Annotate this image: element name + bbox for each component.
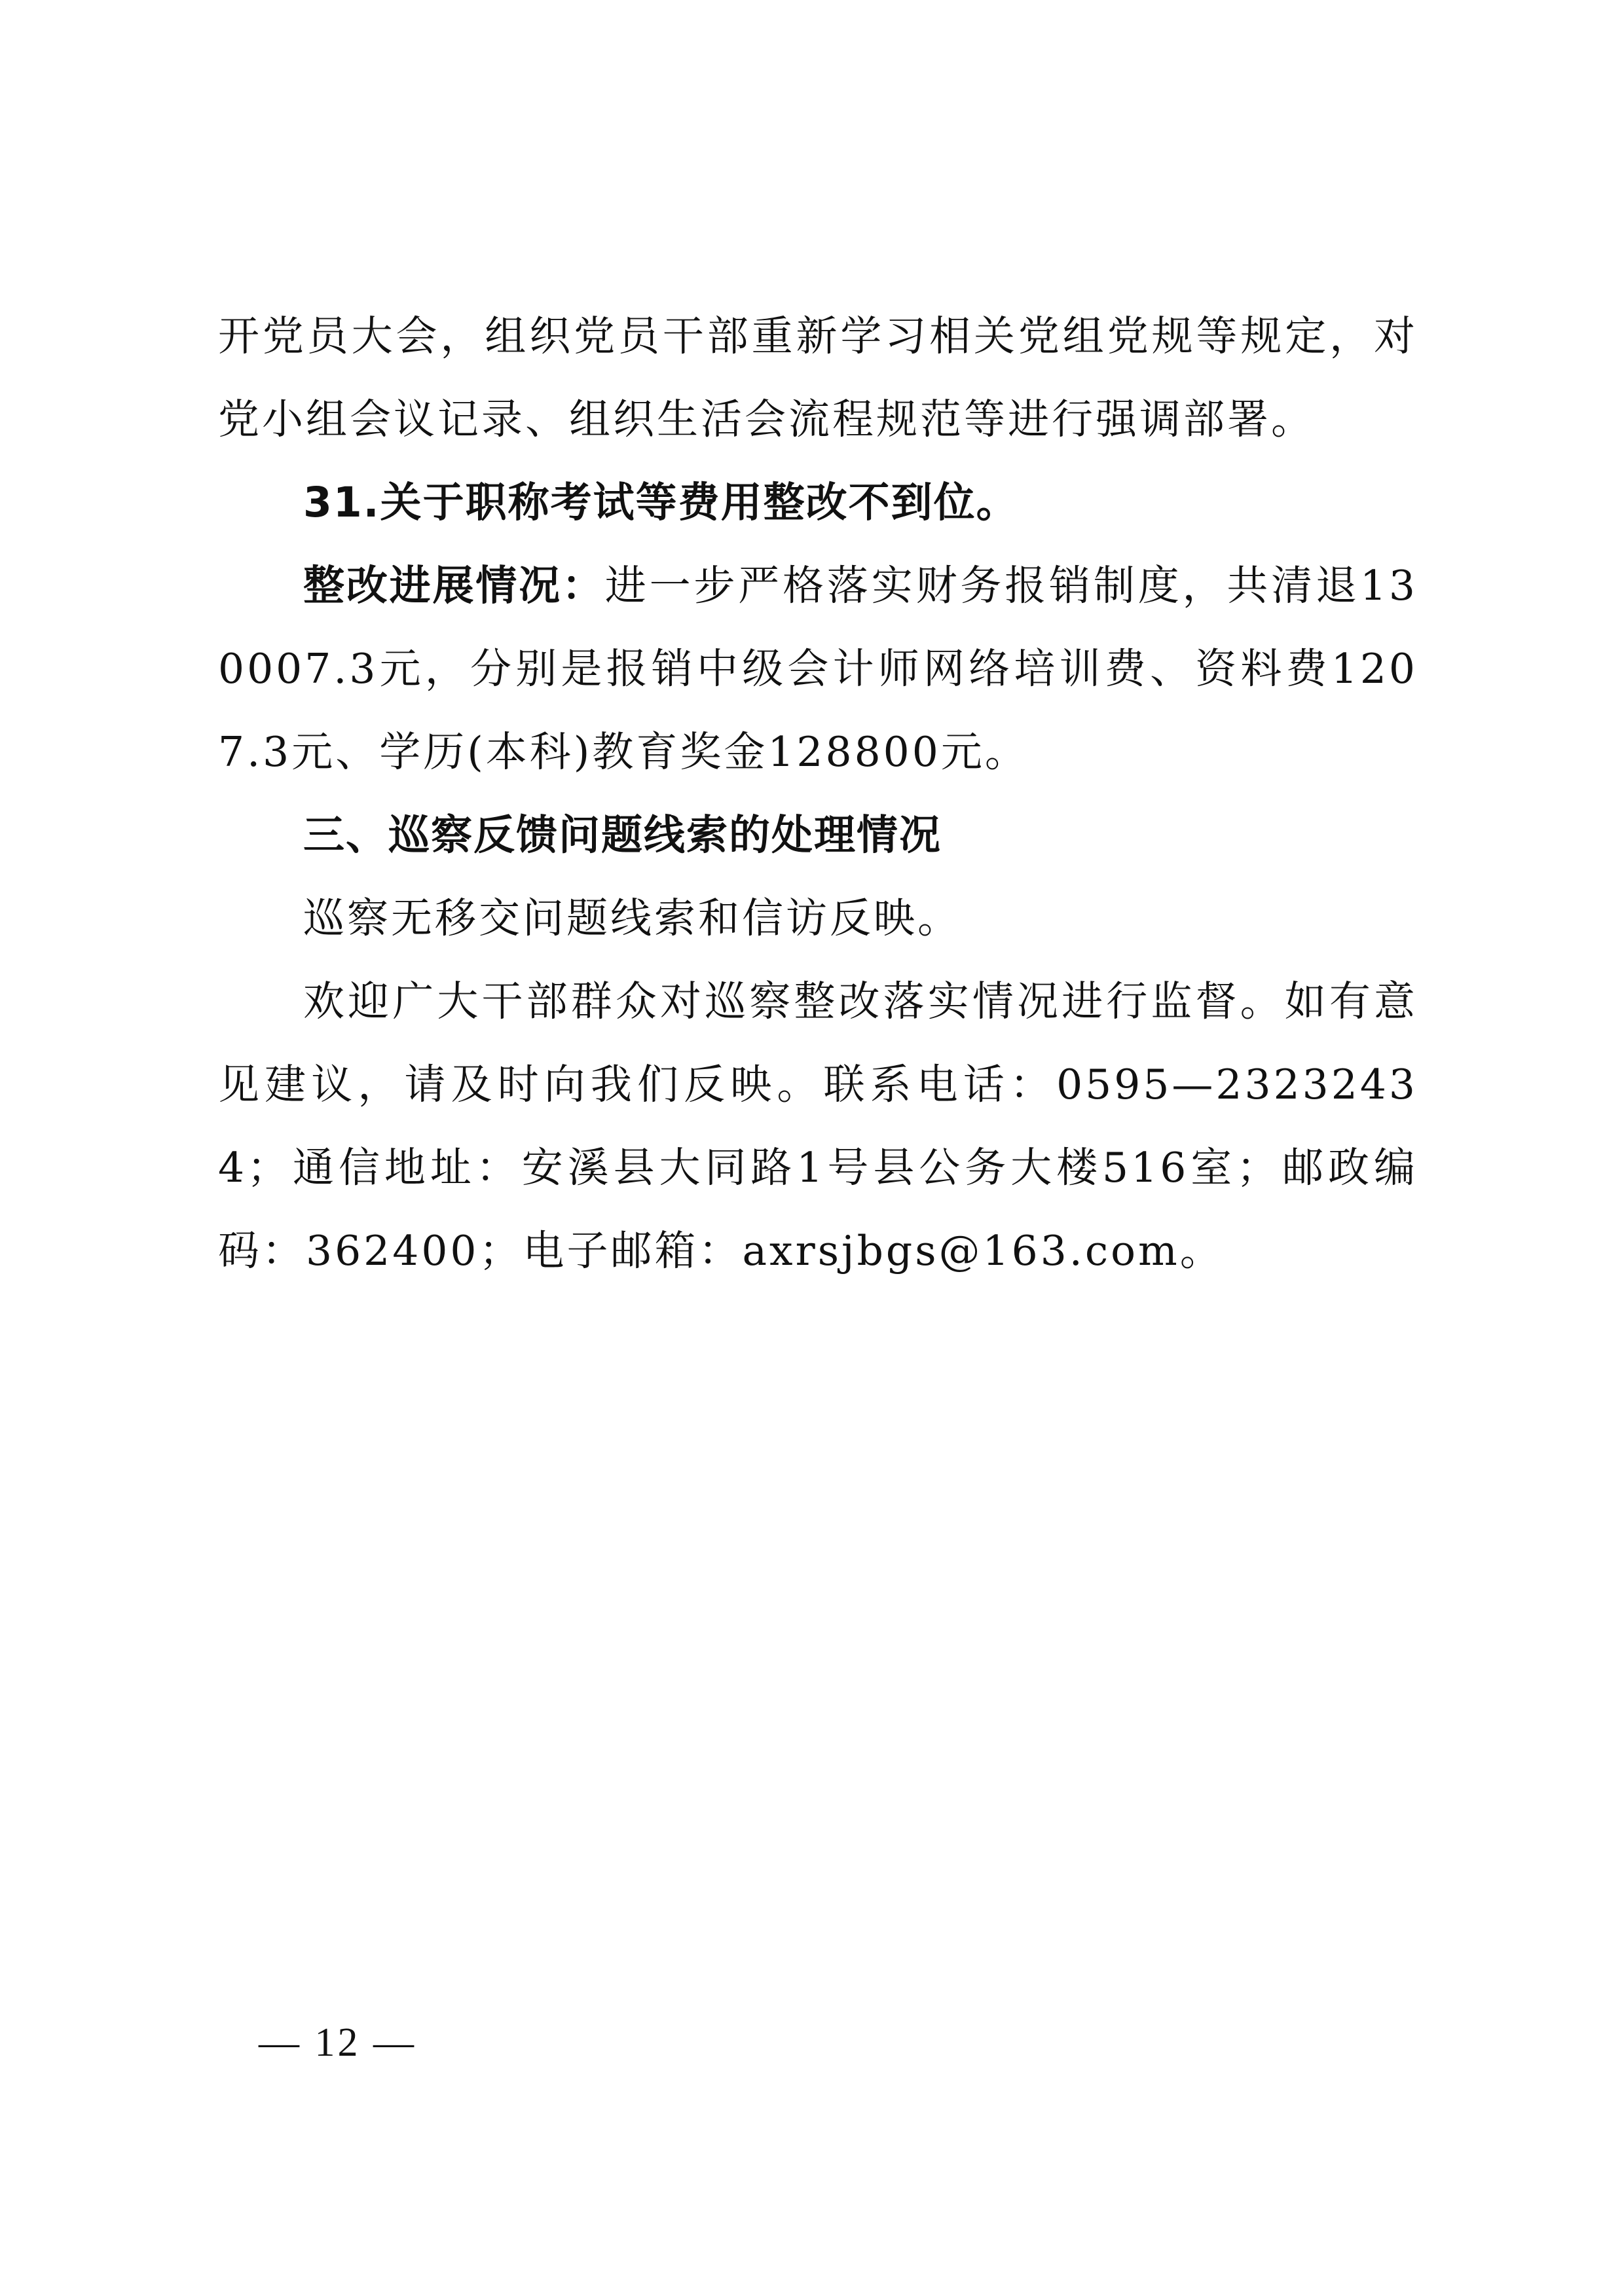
section-heading-3: 三、巡察反馈问题线索的处理情况: [303, 811, 942, 859]
item-heading-31: 31.关于职称考试等费用整改不到位。: [303, 479, 1019, 526]
contact-paragraph: 欢迎广大干部群众对巡察整改落实情况进行监督。如有意见建议，请及时向我们反映。联系电话：0595—23232434；通信地址：安溪县大同路1号县公务大楼516室；邮政编码：362400；电子邮箱：axrsjbgs@163.com。: [218, 977, 1418, 1275]
paragraph-continuation: 开党员大会，组织党员干部重新学习相关党组党规等规定，对党小组会议记录、组织生活会流程规范等进行强调部署。: [218, 312, 1418, 443]
rectification-progress-label: 整改进展情况：: [303, 562, 605, 610]
page-number: — 12 —: [259, 2020, 416, 2065]
no-transfer-paragraph: 巡察无移交问题线索和信访反映。: [303, 894, 961, 942]
rectification-progress-paragraph: [218, 544, 1418, 793]
rectification-progress-text: 进一步严格落实财务报销制度，共清退130007.3元，分别是报销中级会计师网络培训费、资料费1207.3元、学历(本科)教育奖金128800元。: [218, 562, 1418, 776]
document-body: [218, 295, 1418, 1292]
